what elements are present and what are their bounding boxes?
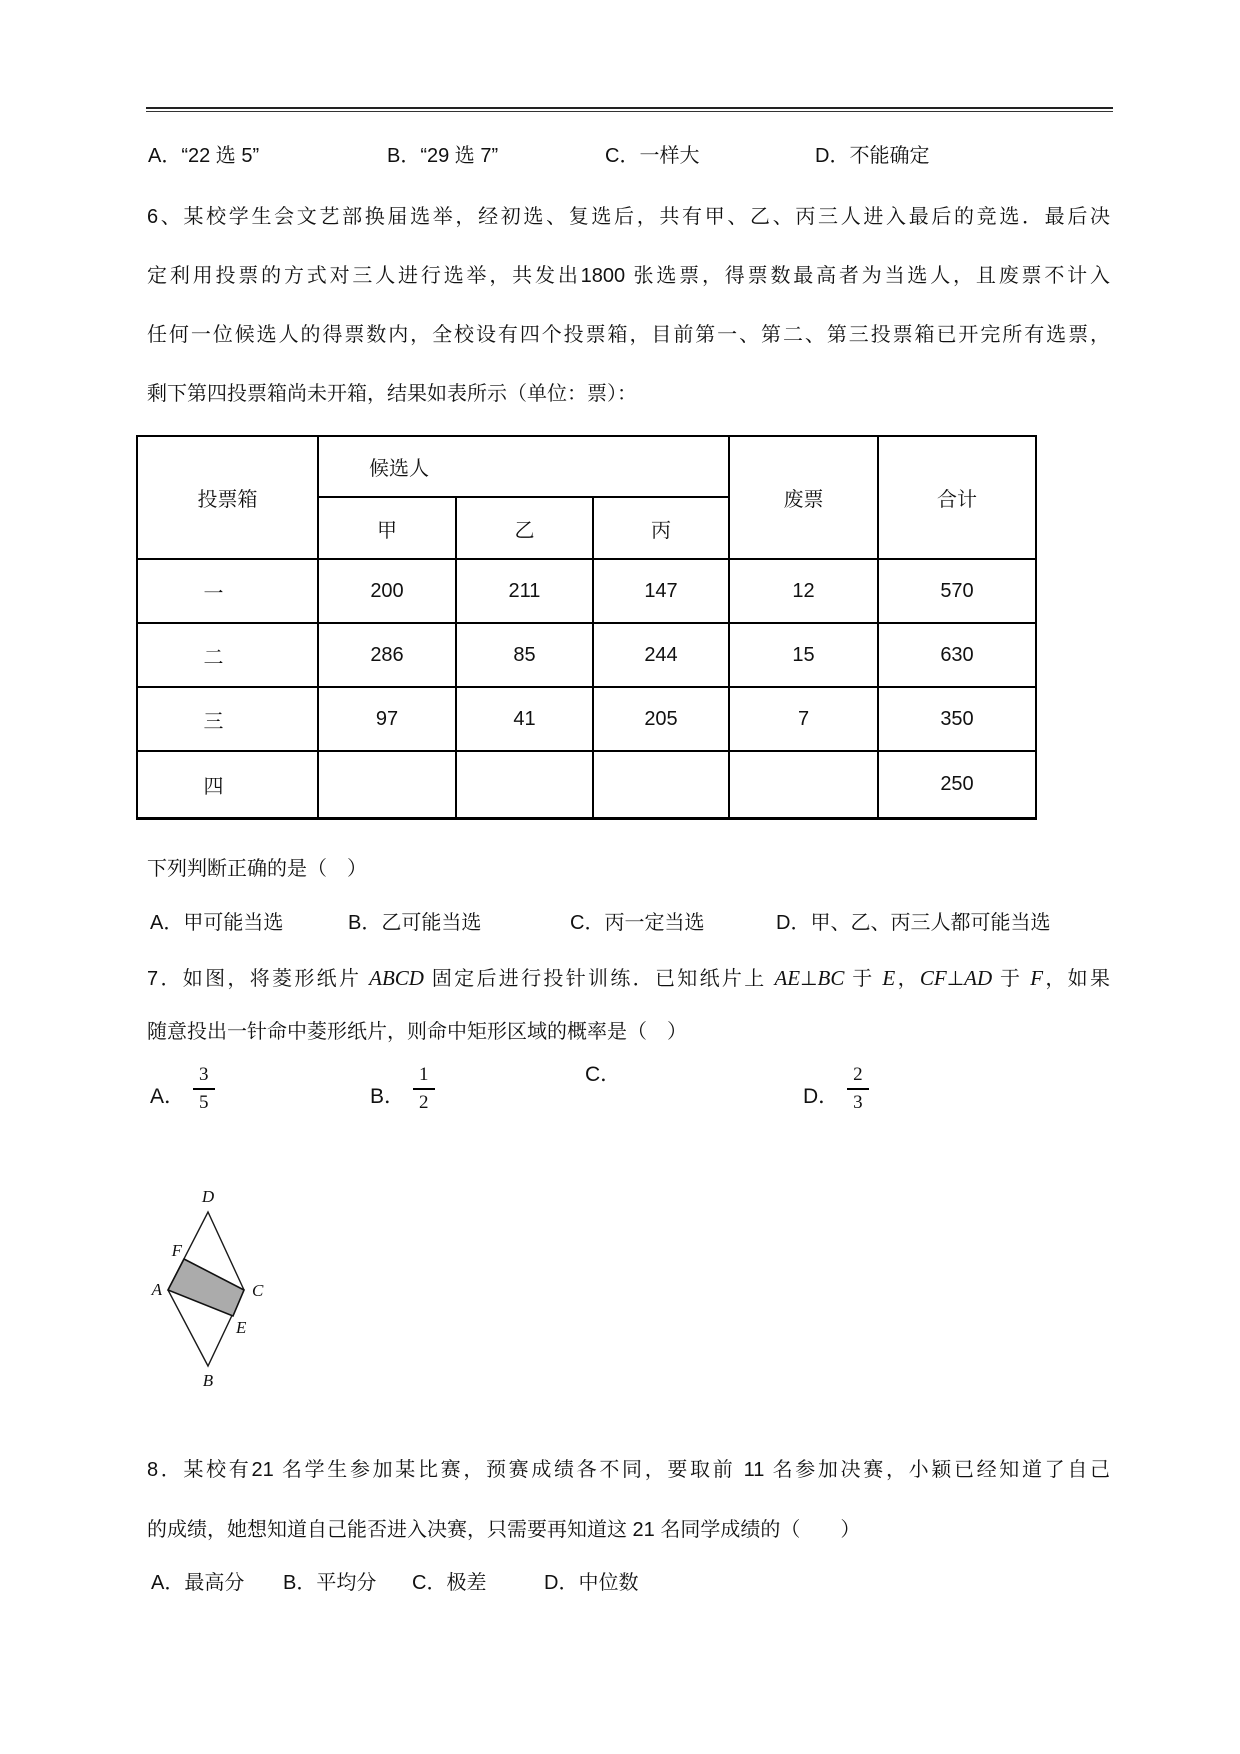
vertex-label-c: C — [252, 1281, 264, 1300]
q7-option-b — [370, 1062, 435, 1115]
q6-stem-line-3: 任何一位候选人的得票数内，全校设有四个投票箱，目前第一、第二、第三投票箱已开完所有选票， — [147, 324, 1110, 346]
row1-box: 一 — [137, 559, 318, 623]
table-row-4 — [137, 751, 1036, 819]
vertex-label-a: A — [151, 1280, 162, 1299]
q5-option-d: D．不能确定 — [815, 145, 930, 167]
q7-seg-perp1: ⊥ — [800, 968, 818, 990]
row1-yi: 211 — [456, 559, 593, 623]
q7-seg-comma: ， — [895, 968, 920, 990]
q7-seg-f: F — [1030, 966, 1044, 990]
q5-option-b: B．“29 选 7” — [387, 145, 499, 167]
q6-stem-line-1: 6、某校学生会文艺部换届选举，经初选、复选后，共有甲、乙、丙三人进入最后的竞选．最后决 — [147, 206, 1110, 228]
row3-invalid: 7 — [729, 687, 878, 751]
q7-seg-yu1: 于 — [844, 968, 883, 990]
table-row-1 — [137, 559, 1036, 623]
row2-box: 二 — [137, 623, 318, 687]
row4-jia — [318, 751, 456, 819]
q7-option-c-label: C． — [585, 1063, 622, 1086]
q7-stem — [147, 952, 1110, 1059]
q5-option-a: A．“22 选 5” — [148, 145, 260, 167]
q7-option-a-denominator: 5 — [199, 1091, 209, 1113]
q7-seg-14: ，如果 — [1043, 968, 1110, 990]
q8-option-d: D．中位数 — [544, 1572, 639, 1594]
q7-option-d-label: D． — [803, 1085, 840, 1109]
row3-box: 三 — [137, 687, 318, 751]
q6-stem-line-4: 剩下第四投票箱尚未开箱，结果如表所示（单位：票）： — [147, 383, 637, 405]
vote-result-table — [136, 435, 1037, 820]
header-cell-bing: 丙 — [593, 497, 729, 559]
row3-bing: 205 — [593, 687, 729, 751]
point-label-f: F — [171, 1241, 182, 1260]
q7-option-b-label: B． — [370, 1085, 406, 1109]
row1-invalid: 12 — [729, 559, 878, 623]
row2-bing: 244 — [593, 623, 729, 687]
row1-jia: 200 — [318, 559, 456, 623]
row3-jia: 97 — [318, 687, 456, 751]
row4-box: 四 — [137, 751, 318, 819]
q7-stem-line-1 — [147, 952, 1110, 1006]
q7-seg-cf: CF — [919, 966, 947, 990]
q7-option-d-denominator: 3 — [853, 1091, 863, 1113]
table-header-row-1 — [137, 436, 1036, 497]
q7-option-b-numerator: 1 — [413, 1062, 435, 1090]
q8-stem-line-1: 8．某校有21 名学生参加某比赛，预赛成绩各不同，要取前 11 名参加决赛，小颖已经知道了自己 — [147, 1459, 1110, 1481]
q7-option-a-fraction — [193, 1062, 215, 1115]
header-cell-total: 合计 — [878, 436, 1036, 559]
q6-judge-prompt: 下列判断正确的是（ ） — [147, 858, 367, 880]
q6-option-d: D．甲、乙、丙三人都可能当选 — [776, 912, 1051, 934]
q7-seg-perp2: ⊥ — [946, 968, 965, 990]
header-cell-yi: 乙 — [456, 497, 593, 559]
q8-option-b: B．平均分 — [283, 1572, 377, 1594]
row3-total: 350 — [878, 687, 1036, 751]
q7-option-a-label: A． — [150, 1085, 186, 1109]
row1-bing: 147 — [593, 559, 729, 623]
header-cell-invalid: 废票 — [729, 436, 878, 559]
q7-option-c — [585, 1062, 621, 1093]
q7-option-d-fraction — [847, 1062, 869, 1115]
point-label-e: E — [236, 1318, 247, 1337]
q7-seg-e: E — [882, 966, 896, 990]
q8-stem — [147, 1440, 1110, 1560]
row4-invalid — [729, 751, 878, 819]
row2-invalid: 15 — [729, 623, 878, 687]
q8-stem-line-2: 的成绩，她想知道自己能否进入决赛，只需要再知道这 21 名同学成绩的（ ） — [147, 1519, 861, 1541]
q7-option-a — [150, 1062, 215, 1115]
q7-seg-abcd: ABCD — [369, 966, 424, 990]
q6-option-c: C．丙一定当选 — [570, 912, 705, 934]
table-row-3 — [137, 687, 1036, 751]
table-row-2 — [137, 623, 1036, 687]
q5-option-c: C．一样大 — [605, 145, 700, 167]
header-cell-box: 投票箱 — [137, 436, 318, 559]
q7-stem-line-2: 随意投出一针命中菱形纸片，则命中矩形区域的概率是（ ） — [147, 1021, 687, 1043]
row3-yi: 41 — [456, 687, 593, 751]
q7-option-d-numerator: 2 — [847, 1062, 869, 1090]
q7-option-d — [803, 1062, 869, 1115]
q7-seg-bc: BC — [817, 966, 845, 990]
q7-option-b-denominator: 2 — [419, 1091, 429, 1113]
q7-seg-0: 7．如图，将菱形纸片 — [147, 968, 370, 990]
q7-option-b-fraction — [413, 1062, 435, 1115]
q7-seg-ae: AE — [774, 966, 801, 990]
row2-jia: 286 — [318, 623, 456, 687]
header-cell-jia: 甲 — [318, 497, 456, 559]
q6-option-b: B．乙可能当选 — [348, 912, 482, 934]
q6-stem-line-2: 定利用投票的方式对三人进行选举，共发出1800 张选票，得票数最高者为当选人，且废票不计入 — [147, 265, 1110, 287]
row2-yi: 85 — [456, 623, 593, 687]
q8-option-c: C．极差 — [412, 1572, 487, 1594]
q7-seg-ad: AD — [964, 966, 993, 990]
q8-option-a: A．最高分 — [151, 1572, 245, 1594]
rhombus-figure — [138, 1184, 278, 1394]
shaded-rectangle — [168, 1259, 244, 1316]
q7-option-a-numerator: 3 — [193, 1062, 215, 1090]
q7-seg-2: 固定后进行投针训练．已知纸片上 — [423, 968, 775, 990]
row4-total: 250 — [878, 751, 1036, 819]
q6-stem — [147, 188, 1110, 424]
q7-seg-yu2: 于 — [992, 968, 1031, 990]
row2-total: 630 — [878, 623, 1036, 687]
header-rule — [146, 107, 1113, 112]
q6-option-a: A．甲可能当选 — [150, 912, 284, 934]
row1-total: 570 — [878, 559, 1036, 623]
row4-bing — [593, 751, 729, 819]
header-cell-candidates: 候选人 — [318, 436, 729, 497]
row4-yi — [456, 751, 593, 819]
vertex-label-d: D — [201, 1187, 215, 1206]
vertex-label-b: B — [202, 1371, 214, 1390]
